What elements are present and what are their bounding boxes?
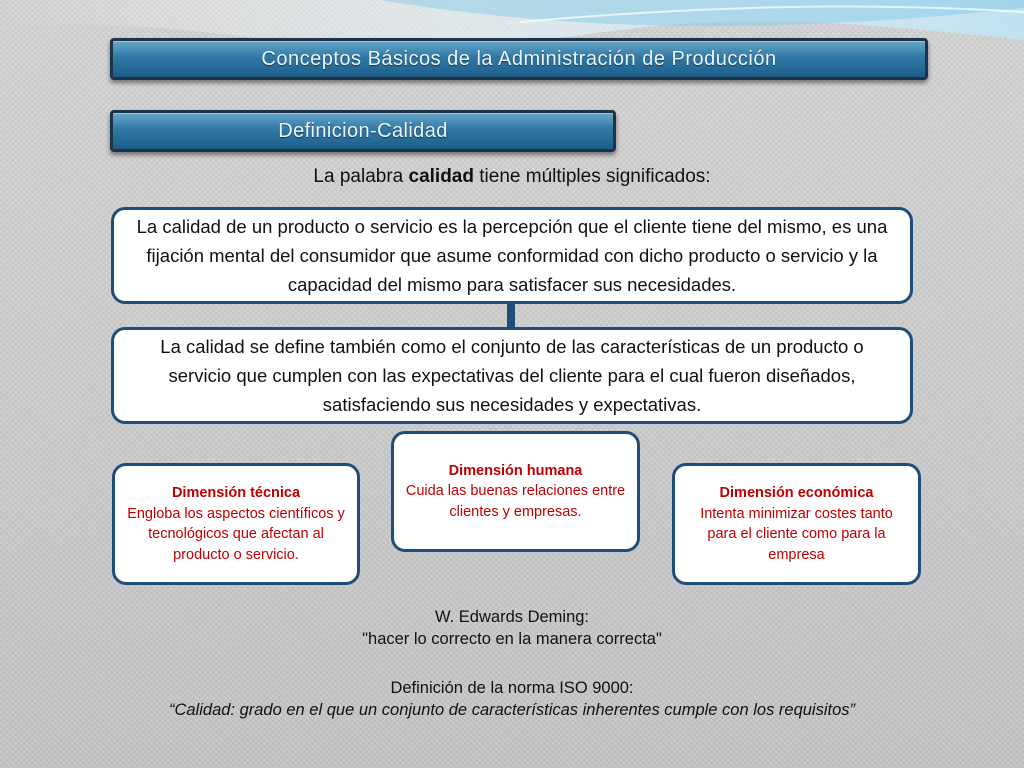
dimension-economica-title: Dimensión económica — [719, 485, 874, 501]
deming-author: W. Edwards Deming: — [434, 608, 590, 626]
section-subtitle — [110, 110, 616, 152]
dimension-humana-text: Cuida las buenas relaciones entre clientes y empresas. — [405, 483, 626, 520]
dimension-humana-box — [391, 431, 640, 552]
iso-quote-text: “Calidad: grado en el que un conjunto de características inherentes cumple con los requisitos” — [168, 701, 856, 719]
definition-box-2 — [111, 327, 913, 424]
dimension-economica-box — [672, 463, 921, 585]
iso-definition — [100, 677, 924, 721]
dimension-economica-text: Intenta minimizar costes tanto para el cliente como para la empresa — [700, 505, 893, 563]
connector-line — [507, 300, 515, 330]
intro-prefix: La palabra — [313, 166, 409, 187]
slide-title-text: Conceptos Básicos de la Administración de Producción — [261, 47, 777, 70]
iso-heading: Definición de la norma ISO 9000: — [390, 679, 634, 697]
definition-1-text: La calidad de un producto o servicio es la percepción que el cliente tiene del mismo, es una fijación mental del consumidor que asume conformidad con dicho producto o servicio y la capacidad del mismo para satisfacer sus necesidades. — [136, 216, 888, 295]
intro-text — [110, 166, 914, 188]
definition-2-text: La calidad se define también como el conjunto de las características de un producto o servicio que cumplen con las expectativas del cliente para el cual fueron diseñados, satisfaciendo sus necesidades y expectativas. — [160, 336, 864, 415]
definition-box-1 — [111, 207, 913, 304]
deming-quote-text: "hacer lo correcto en la manera correcta" — [362, 630, 662, 648]
dimension-humana-title: Dimensión humana — [448, 462, 583, 479]
dimension-tecnica-text: Engloba los aspectos científicos y tecnológicos que afectan al producto o servicio. — [127, 505, 345, 563]
dimension-tecnica-box — [112, 463, 360, 585]
dimension-tecnica-title: Dimensión técnica — [171, 485, 301, 501]
intro-bold-word: calidad — [408, 166, 474, 187]
intro-suffix: tiene múltiples significados: — [473, 166, 711, 187]
section-subtitle-text: Definicion-Calidad — [278, 119, 448, 142]
deming-quote — [100, 606, 924, 650]
slide-title — [110, 38, 928, 80]
